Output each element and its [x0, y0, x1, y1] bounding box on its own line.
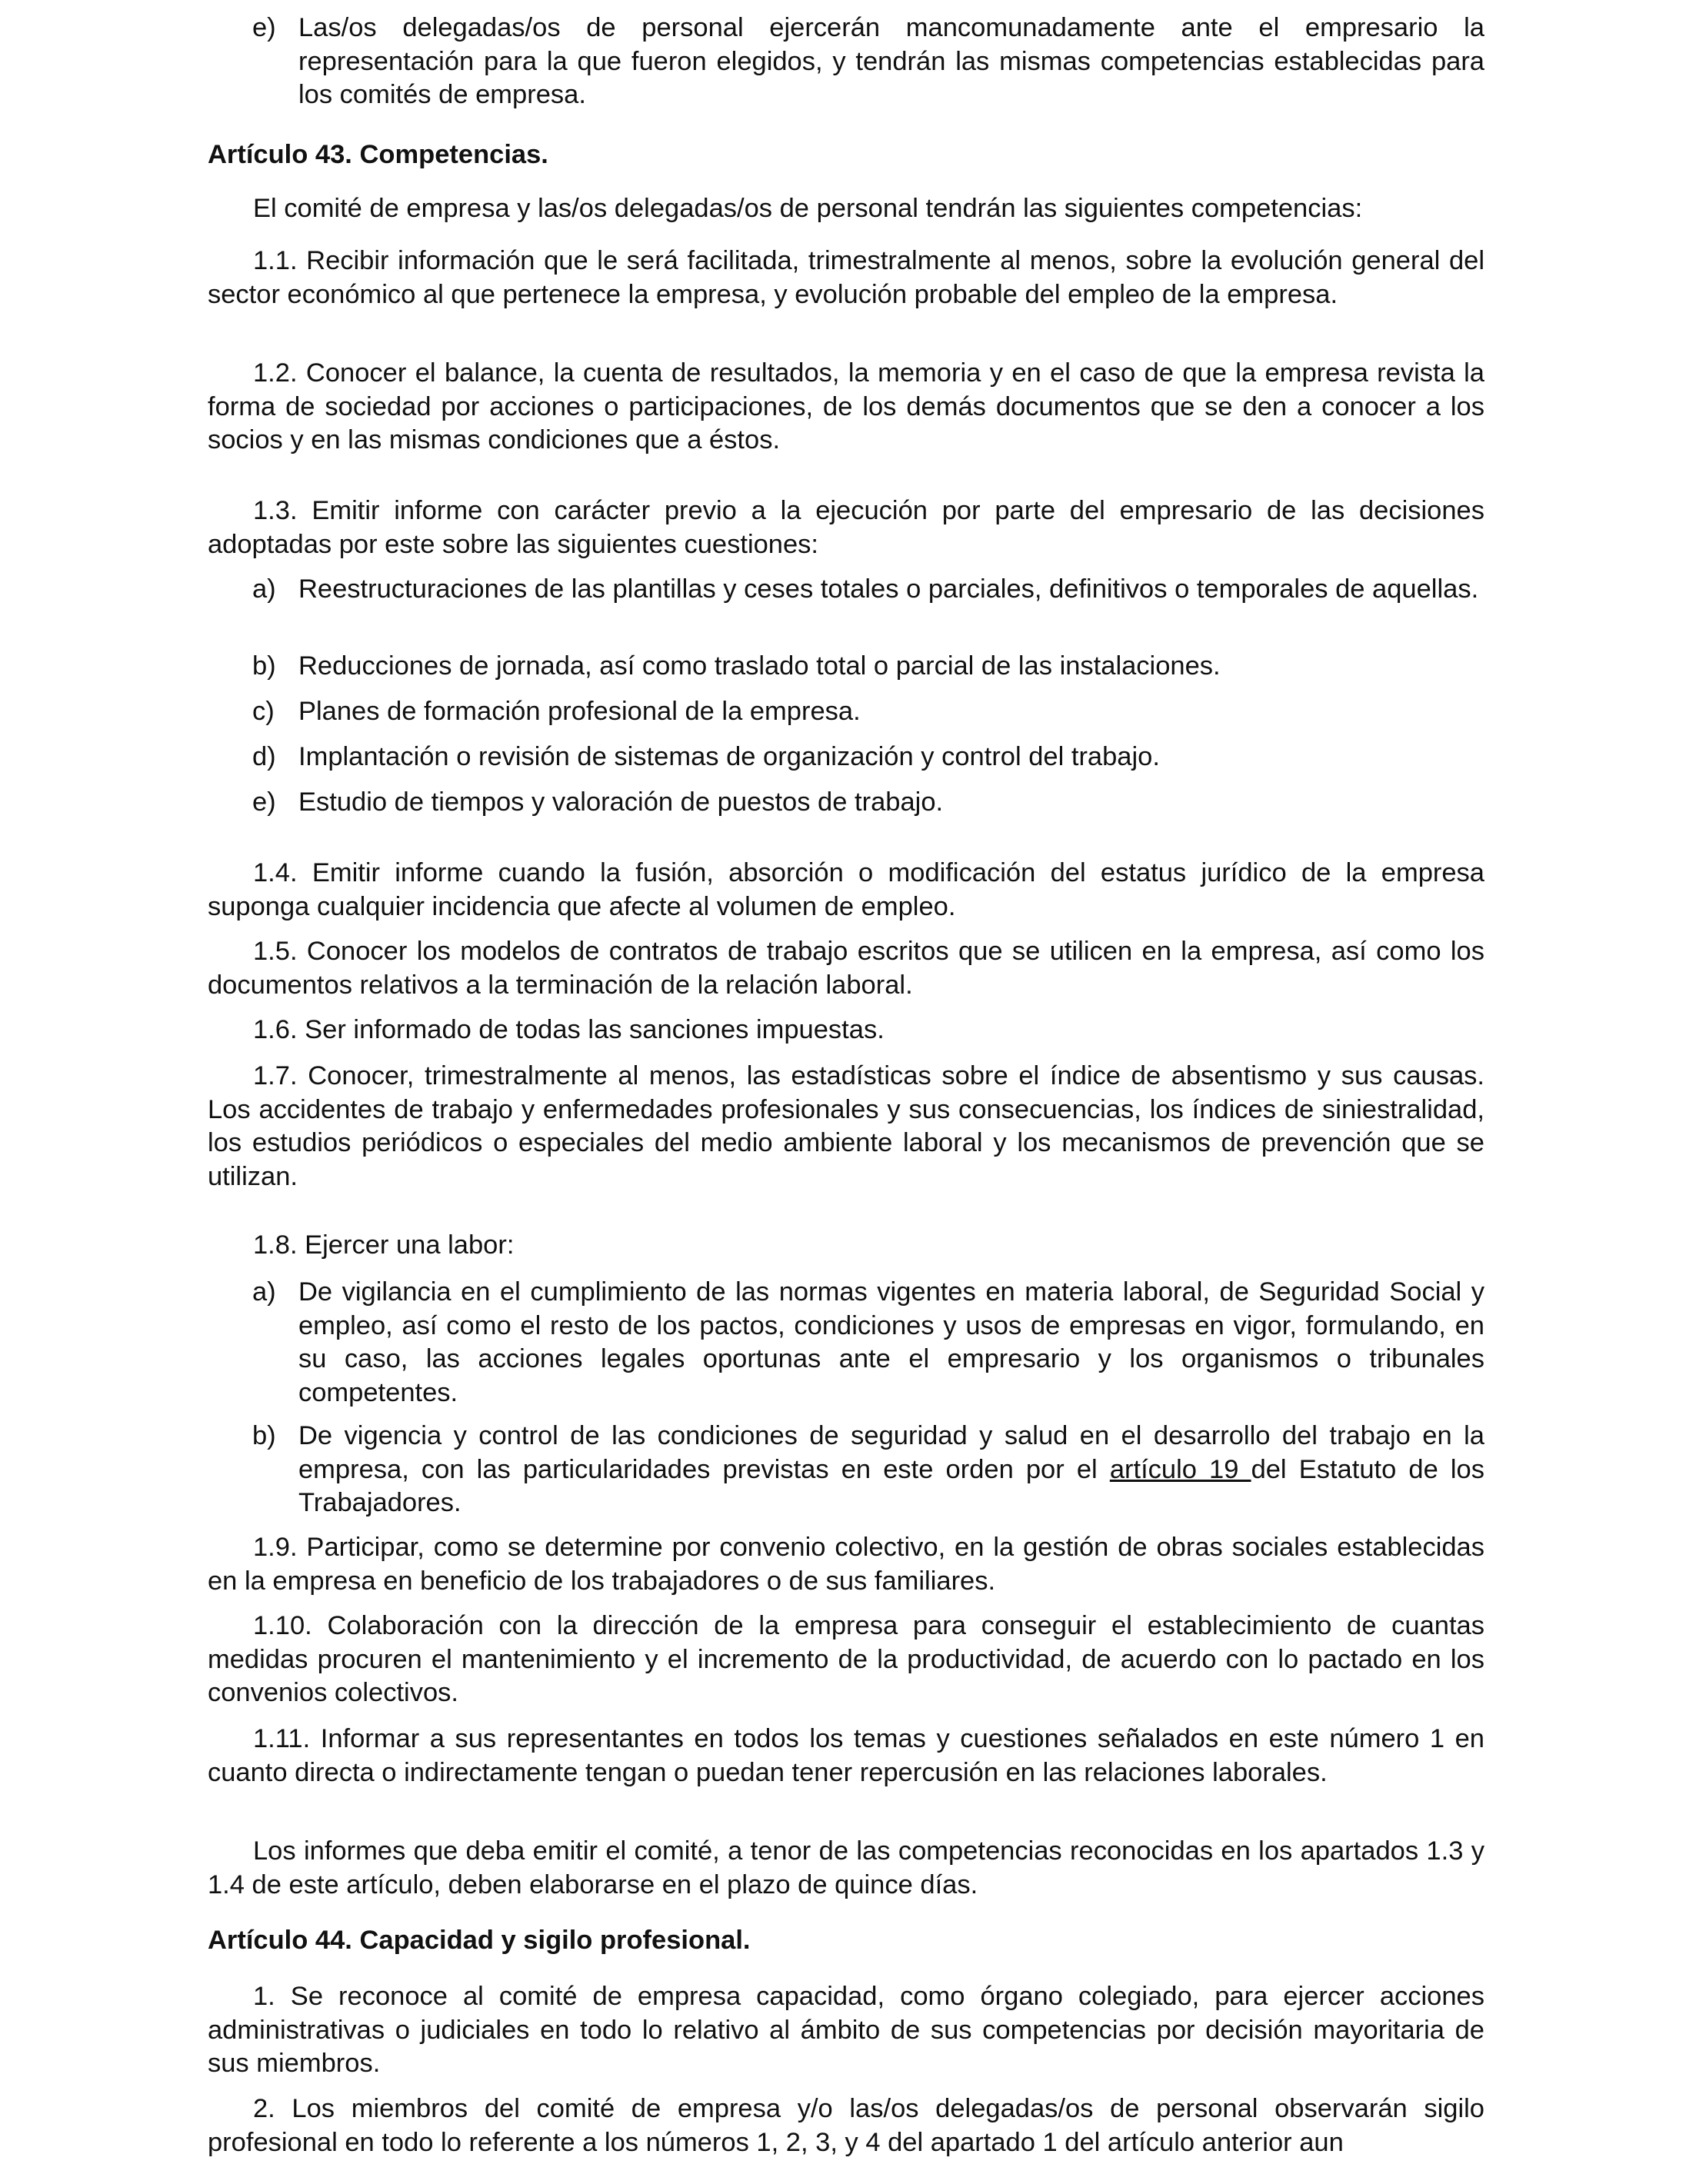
article-43-closing: Los informes que deba emitir el comité, a tenor de las competencias reconocidas en los apartados 1.3 y 1.4 de este artículo, deben elaborarse en el plazo de quince días. [208, 1836, 1484, 1899]
list-item-intro-e [252, 12, 1484, 112]
article-44-paragraph-2: 2. Los miembros del comité de empresa y/o las/os delegadas/os de personal observarán sigilo profesional en todo lo referente a los números 1, 2, 3, y 4 del apartado 1 del artículo anterior aun [208, 2094, 1484, 2157]
list-marker: c) [252, 697, 275, 726]
article-43-heading: Artículo 43. Competencias. [208, 140, 548, 169]
list-marker: d) [252, 742, 276, 771]
article-43-intro: El comité de empresa y las/os delegadas/os de personal tendrán las siguientes competencias: [253, 194, 1363, 223]
list-marker: e) [252, 787, 276, 817]
paragraph-1-5: 1.5. Conocer los modelos de contratos de trabajo escritos que se utilicen en la empresa, así como los documentos relativos a la terminación de la relación laboral. [208, 937, 1484, 1000]
list-marker: b) [252, 1421, 276, 1450]
list-text: Implantación o revisión de sistemas de organización y control del trabajo. [298, 742, 1160, 771]
paragraph-1-6: 1.6. Ser informado de todas las sanciones impuestas. [253, 1015, 885, 1044]
paragraph-1-9: 1.9. Participar, como se determine por convenio colectivo, en la gestión de obras sociales establecidas en la empresa en beneficio de los trabajadores o de sus familiares. [208, 1533, 1484, 1596]
paragraph-1-2: 1.2. Conocer el balance, la cuenta de resultados, la memoria y en el caso de que la empresa revista la forma de sociedad por acciones o participaciones, de los demás documentos que se den a conocer a los socios y en las mismas condiciones que a éstos. [208, 358, 1484, 454]
list-item-1-8-a [252, 1276, 1484, 1410]
list-item-1-3-b [252, 650, 1484, 684]
paragraph-1-4: 1.4. Emitir informe cuando la fusión, absorción o modificación del estatus jurídico de la empresa suponga cualquier incidencia que afecte al volumen de empleo. [208, 858, 1484, 921]
list-text: Las/os delegadas/os de personal ejercerán mancomunadamente ante el empresario la representación para la que fueron elegidos, y tendrán las mismas competencias establecidas para los comités de empresa. [298, 13, 1484, 109]
list-marker: a) [252, 574, 276, 604]
list-text: Reducciones de jornada, así como traslado total o parcial de las instalaciones. [298, 651, 1221, 681]
list-text: Planes de formación profesional de la empresa. [298, 697, 861, 726]
paragraph-1-7: 1.7. Conocer, trimestralmente al menos, las estadísticas sobre el índice de absentismo y sus causas. Los accidentes de trabajo y enfermedades profesionales y sus consecuencias, los índices de siniestralidad, los estudios periódicos o especiales del medio ambiente laboral y los mecanismos de prevención que se utilizan. [208, 1061, 1484, 1191]
list-text [298, 1420, 1484, 1520]
list-marker: a) [252, 1277, 276, 1307]
list-text: De vigilancia en el cumplimiento de las normas vigentes en materia laboral, de Seguridad Social y empleo, así como el resto de los pactos, condiciones y usos de empresas en vigor, formulando, en su caso, las acciones legales oportunas ante el empresario y los organismos o tribunales competentes. [298, 1277, 1484, 1407]
list-text-after: del Estatuto de los Trabajadores. [298, 1454, 1484, 1517]
list-item-1-3-c [252, 695, 1484, 729]
article-44-heading: Artículo 44. Capacidad y sigilo profesional. [208, 1926, 751, 1955]
list-text-before: De vigencia y control de las condiciones de seguridad y salud en el desarrollo del trabajo en la empresa, con las particularidades previstas en este orden por el [298, 1421, 1484, 1484]
paragraph-1-10: 1.10. Colaboración con la dirección de la empresa para conseguir el establecimiento de cuantas medidas procuren el mantenimiento y el incremento de la productividad, de acuerdo con lo pactado en los convenios colectivos. [208, 1611, 1484, 1707]
paragraph-1-8: 1.8. Ejercer una labor: [253, 1230, 515, 1260]
list-marker: b) [252, 651, 276, 681]
paragraph-1-1: 1.1. Recibir información que le será facilitada, trimestralmente al menos, sobre la evolución general del sector económico al que pertenece la empresa, y evolución probable del empleo de la empresa. [208, 246, 1484, 309]
list-text: Reestructuraciones de las plantillas y ceses totales o parciales, definitivos o temporales de aquellas. [298, 574, 1479, 604]
list-item-1-3-a [252, 573, 1484, 607]
list-marker: e) [252, 13, 276, 42]
article-19-link[interactable]: artículo 19 [1109, 1454, 1251, 1484]
list-text: Estudio de tiempos y valoración de puestos de trabajo. [298, 787, 944, 817]
paragraph-1-3: 1.3. Emitir informe con carácter previo a la ejecución por parte del empresario de las decisiones adoptadas por este sobre las siguientes cuestiones: [208, 496, 1484, 559]
list-item-1-3-d [252, 741, 1484, 774]
list-item-1-3-e [252, 786, 1484, 820]
list-item-1-8-b [252, 1420, 1484, 1520]
document-page [208, 0, 1484, 2184]
paragraph-1-11: 1.11. Informar a sus representantes en todos los temas y cuestiones señalados en este número 1 en cuanto directa o indirectamente tengan o puedan tener repercusión en las relaciones laborales. [208, 1724, 1484, 1787]
article-44-paragraph-1: 1. Se reconoce al comité de empresa capacidad, como órgano colegiado, para ejercer acciones administrativas o judiciales en todo lo relativo al ámbito de sus competencias por decisión mayoritaria de sus miembros. [208, 1982, 1484, 2078]
